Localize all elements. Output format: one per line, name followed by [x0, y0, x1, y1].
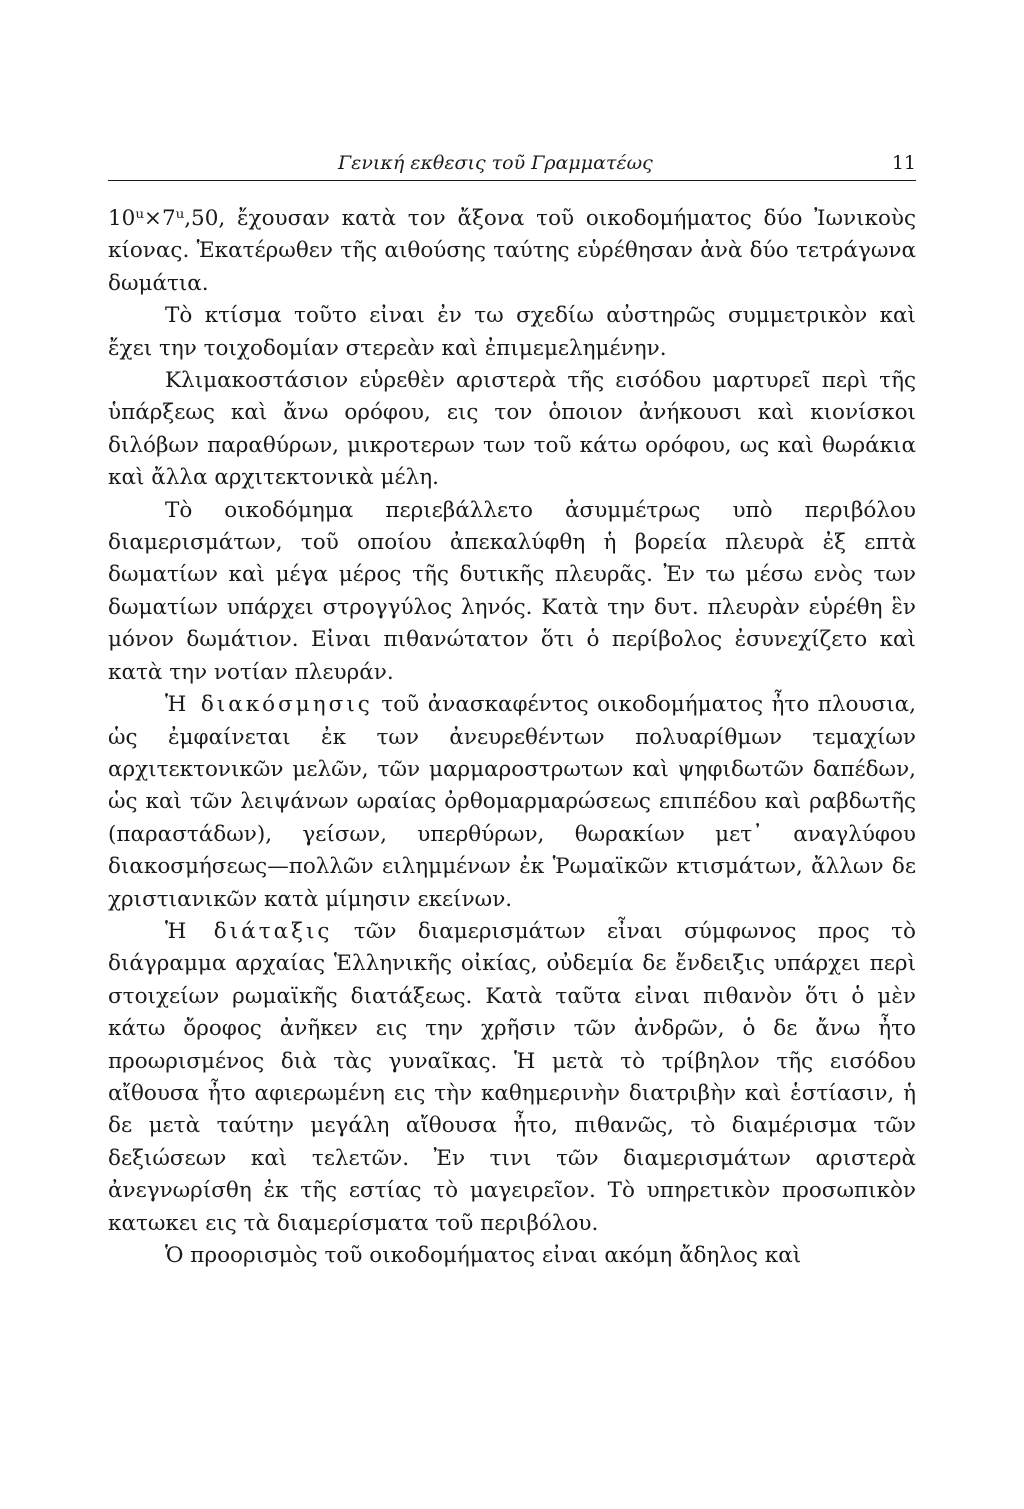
paragraph-text: Ὁ προορισμὸς τοῦ οικοδομήματος εἰναι ακόμη ἄδηλος καὶ [165, 1243, 802, 1268]
paragraph-text: Κλιμακοστάσιον εὑρεθὲν αριστερὰ τῆς εισόδου μαρτυρεῖ περὶ τῆς ὑπάρξεως καὶ ἄνω ορόφου, εις τον ὁποιον ἀνήκουσι καὶ κιονίσκοι διλόβων παραθύρων, μικροτερων των τοῦ κάτω ορόφου, ως καὶ θωράκια καὶ ἄλλα αρχιτεκτονικὰ μέλη. [108, 368, 916, 491]
book-page [108, 148, 916, 1272]
paragraph-lead: Ἡ διάταξις [165, 918, 333, 944]
running-title: Γενική εκθεσις τοῦ Γραμματέως [338, 152, 653, 174]
paragraph [108, 916, 916, 1240]
body-text [108, 203, 916, 1272]
paragraph-text: 10ᵘ×7ᵘ,50, ἔχουσαν κατὰ τον ἄξονα τοῦ οικοδομήματος δύο Ἰωνικοὺς κίονας. Ἑκατέρωθεν τῆς αιθούσης ταύτης εὑρέθησαν ἀνὰ δύο τετράγωνα δωμάτια. [108, 206, 916, 296]
paragraph-text: τῶν διαμερισμάτων εἶναι σύμφωνος προς τὸ διάγραμμα αρχαίας Ἑλληνικῆς οἰκίας, οὐδεμία δε ἔνδειξις υπάρχει περὶ στοιχείων ρωμαϊκῆς διατάξεως. Κατὰ ταῦτα εἰναι πιθανὸν ὅτι ὁ μὲν κάτω ὄροφος ἀνῆκεν εις την χρῆσιν τῶν ἀνδρῶν, ὁ δε ἄνω ἦτο προωρισμένος διὰ τὰς γυναῖκας. Ἡ μετὰ τὸ τρίβηλον τῆς εισόδου αἴθουσα ἦτο αφιερωμένη εις τὴν καθημερινὴν διατριβὴν καὶ ἑστίασιν, ἡ δε μετὰ ταύτην μεγάλη αἴθουσα ἦτο, πιθανῶς, τὸ διαμέρισμα τῶν δεξιώσεων καὶ τελετῶν. Ἐν τινι τῶν διαμερισμάτων αριστερὰ ἀνεγνωρίσθη ἐκ τῆς εστίας τὸ μαγειρεῖον. Τὸ υπηρετικὸν προσωπικὸν κατωκει εις τὰ διαμερίσματα τοῦ περιβόλου. [108, 918, 916, 1236]
paragraph [108, 365, 916, 495]
paragraph [108, 495, 916, 689]
paragraph-text: τοῦ ἀνασκαφέντος οικοδομήματος ἦτο πλουσια, ὡς ἐμφαίνεται ἐκ των ἀνευρεθέντων πολυαρίθμων τεμαχίων αρχιτεκτονικῶν μελῶν, τῶν μαρμαροστρωτων καὶ ψηφιδωτῶν δαπέδων, ὡς καὶ τῶν λειψάνων ωραίας ὀρθομαρμαρώσεως επιπέδου καὶ ραβδωτῆς (παραστάδων), γείσων, υπερθύρων, θωρακίων μετ᾽ αναγλύφου διακοσμήσεως—πολλῶν ειλημμένων ἐκ Ῥωμαϊκῶν κτισμάτων, ἄλλων δε χριστιανικῶν κατὰ μίμησιν εκείνων. [108, 692, 917, 912]
paragraph [108, 1240, 916, 1272]
paragraph-text: Τὸ οικοδόμημα περιεβάλλετο ἀσυμμέτρως υπὸ περιβόλου διαμερισμάτων, τοῦ οποίου ἀπεκαλύφθη ἡ βορεία πλευρὰ ἐξ επτὰ δωματίων καὶ μέγα μέρος τῆς δυτικῆς πλευρᾶς. Ἐν τω μέσω ενὸς των δωματίων υπάρχει στρογγύλος ληνός. Κατὰ την δυτ. πλευρὰν εὑρέθη ἓν μόνον δωμάτιον. Εἰναι πιθανώτατον ὅτι ὁ περίβολος ἐσυνεχίζετο καὶ κατὰ την νοτίαν πλευράν. [108, 497, 916, 685]
paragraph [108, 689, 916, 916]
paragraph [108, 300, 916, 365]
paragraph-lead: Ἡ διακόσμησις [165, 692, 373, 718]
page-number: 11 [891, 152, 916, 174]
running-header [108, 148, 916, 181]
paragraph-text: Τὸ κτίσμα τοῦτο εἰναι ἐν τω σχεδίω αὐστηρῶς συμμετρικὸν καὶ ἔχει την τοιχοδομίαν στερεὰν καὶ ἐπιμεμελημένην. [108, 303, 916, 361]
paragraph [108, 203, 916, 300]
